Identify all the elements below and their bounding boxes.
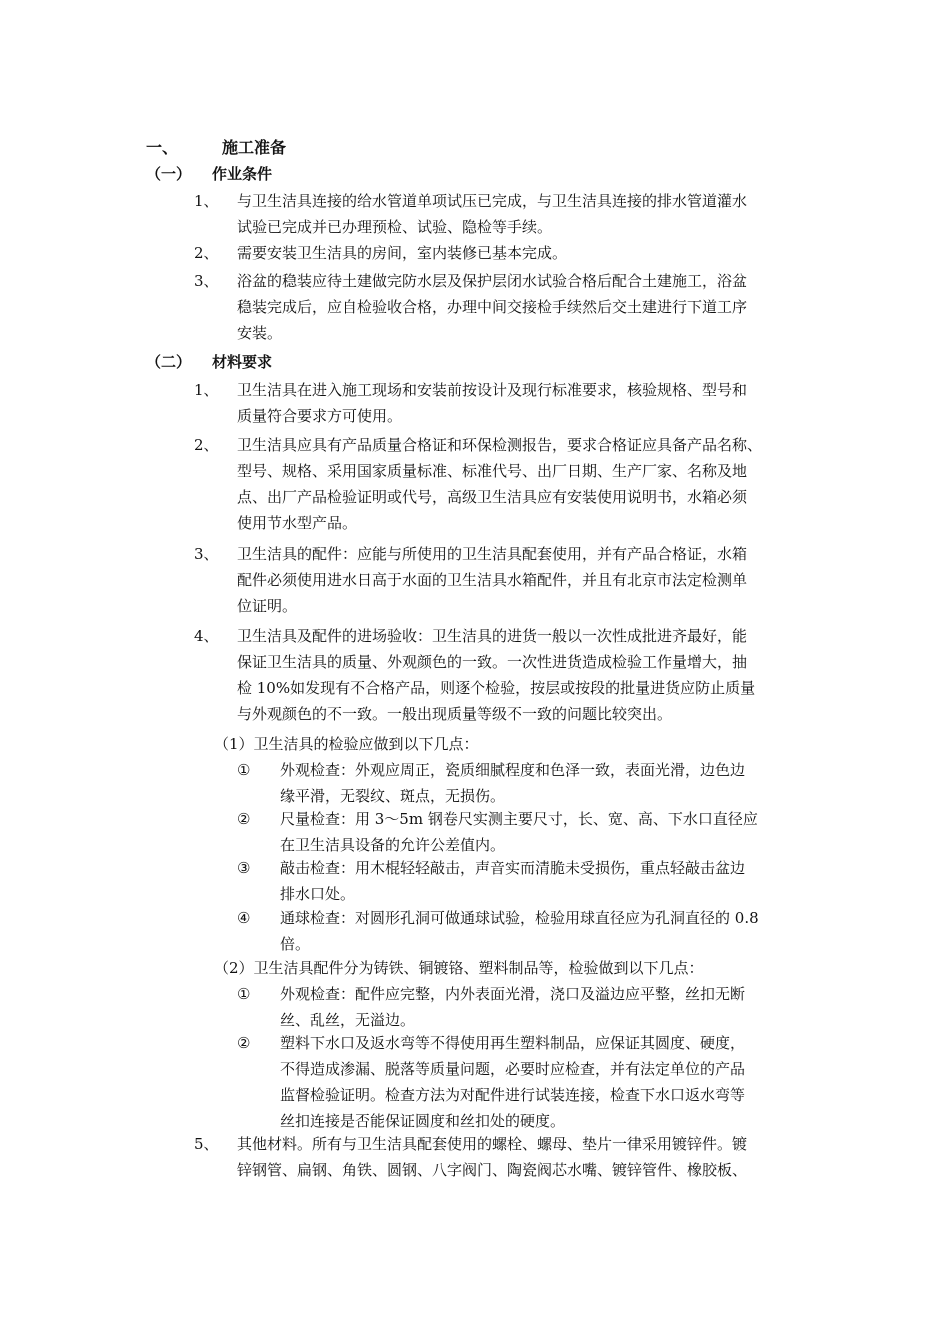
item-number: ②: [237, 810, 251, 828]
item-text: 通球检查：对圆形孔洞可做通球试验，检验用球直径应为孔洞直径的 0.8 倍。: [280, 909, 759, 953]
item-number: ②: [237, 1034, 251, 1052]
item-number: 3、: [194, 272, 219, 290]
item-text: 需要安装卫生洁具的房间，室内装修已基本完成。: [237, 244, 568, 262]
item-number: ①: [237, 985, 251, 1003]
item-text: 其他材料。所有与卫生洁具配套使用的螺栓、螺母、垫片一律采用镀锌件。镀 锌钢管、扁钢、角铁、圆钢、八字阀门、陶瓷阀芯水嘴、镀锌管件、橡胶板、: [237, 1135, 748, 1179]
item-number: ③: [237, 859, 251, 877]
subsection-number: （二）: [146, 353, 192, 371]
item-number: 2、: [194, 244, 219, 262]
item-text: 塑料下水口及返水弯等不得使用再生塑料制品，应保证其圆度、硬度， 不得造成渗漏、脱落等质量问题，必要时应检查，并有法定单位的产品 监督检验证明。检查方法为对配件进行试装连接，检查下水口返水弯等 丝扣连接是否能保证圆度和丝扣处的硬度。: [280, 1034, 746, 1130]
item-text: 敲击检查：用木棍轻轻敲击，声音实而清脆未受损伤，重点轻敲击盆边 排水口处。: [280, 859, 746, 903]
item-text: 卫生洁具及配件的进场验收：卫生洁具的进货一般以一次性成批进齐最好，能 保证卫生洁具的质量、外观颜色的一致。一次性进货造成检验工作量增大，抽 检 10%如发现有不合格产品，则逐个检验，按层或按段的批量进货应防止质量 与外观颜色的不一致。一般出现质量等级不一致的问题比较突出。: [237, 627, 756, 723]
item-number: 2、: [194, 436, 219, 454]
item-number: 1、: [194, 381, 219, 399]
item-text: 卫生洁具的配件：应能与所使用的卫生洁具配套使用，并有产品合格证，水箱 配件必须使用进水日高于水面的卫生洁具水箱配件，并且有北京市法定检测单 位证明。: [237, 545, 748, 615]
group-label-2: （2）卫生洁具配件分为铸铁、铜镀铬、塑料制品等，检验做到以下几点：: [214, 959, 704, 977]
item-text: 浴盆的稳装应待土建做完防水层及保护层闭水试验合格后配合土建施工，浴盆 稳装完成后，应自检验收合格，办理中间交接检手续然后交土建进行下道工序 安装。: [237, 272, 748, 342]
item-number: ①: [237, 761, 251, 779]
item-text: 与卫生洁具连接的给水管道单项试压已完成，与卫生洁具连接的排水管道灌水 试验已完成并已办理预检、试验、隐检等手续。: [237, 192, 748, 236]
subsection-title: 作业条件: [212, 165, 273, 183]
subsection-number: （一）: [146, 165, 192, 183]
item-number: 5、: [194, 1135, 219, 1153]
item-number: 4、: [194, 627, 219, 645]
item-number: ④: [237, 909, 251, 927]
item-text: 外观检查：配件应完整，内外表面光滑，浇口及溢边应平整，丝扣无断 丝、乱丝，无溢边。: [280, 985, 746, 1029]
item-text: 尺量检查：用 3～5m 钢卷尺实测主要尺寸，长、宽、高、下水口直径应 在卫生洁具设备的允许公差值内。: [280, 810, 758, 854]
item-text: 卫生洁具在进入施工现场和安装前按设计及现行标准要求，核验规格、型号和 质量符合要求方可使用。: [237, 381, 748, 425]
item-number: 3、: [194, 545, 219, 563]
group-label-1: （1）卫生洁具的检验应做到以下几点：: [214, 735, 479, 753]
section-title: 施工准备: [222, 138, 287, 157]
item-text: 外观检查：外观应周正，瓷质细腻程度和色泽一致，表面光滑，边色边 缘平滑，无裂纹、斑点，无损伤。: [280, 761, 746, 805]
section-number: 一、: [146, 138, 179, 157]
item-number: 1、: [194, 192, 219, 210]
item-text: 卫生洁具应具有产品质量合格证和环保检测报告，要求合格证应具备产品名称、 型号、规格、采用国家质量标准、标准代号、出厂日期、生产厂家、名称及地 点、出厂产品检验证明或代号，高级卫生洁具应有安装使用说明书，水箱必须 使用节水型产品。: [237, 436, 763, 532]
subsection-title: 材料要求: [212, 353, 273, 371]
